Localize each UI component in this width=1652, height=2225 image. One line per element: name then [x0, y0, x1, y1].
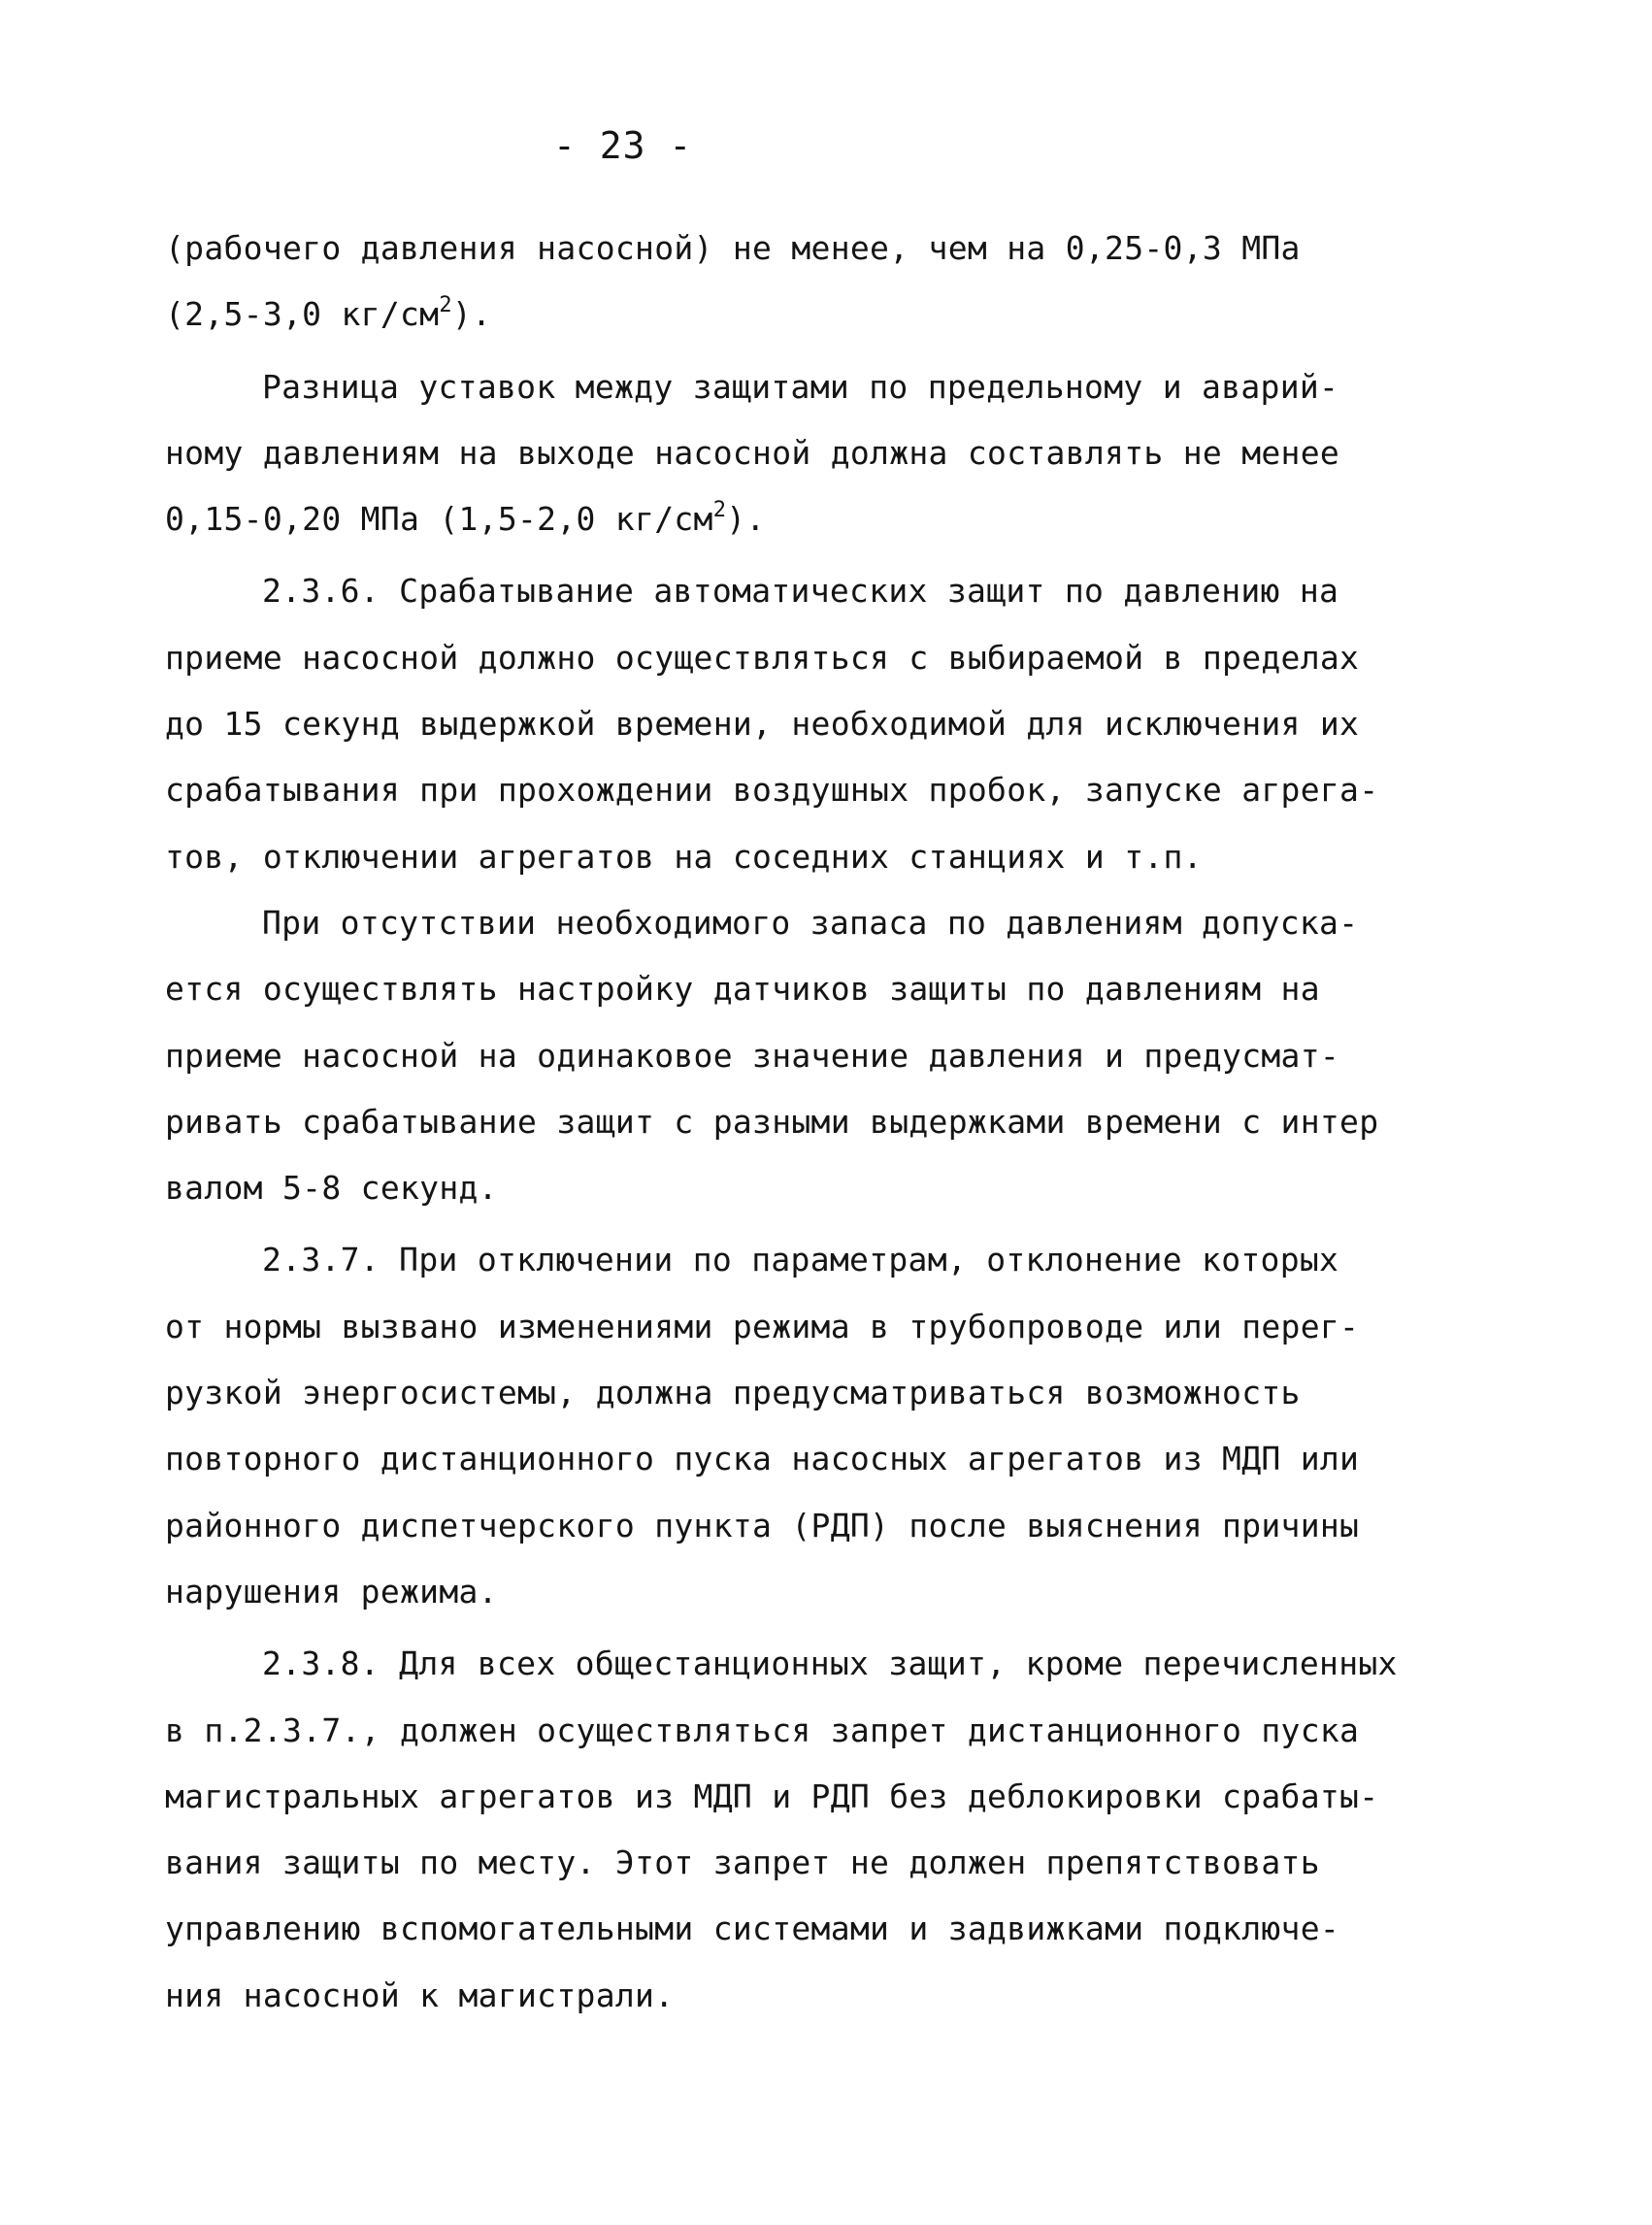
text-line: приеме насосной на одинаковое значение давления и предусмат- — [165, 1036, 1340, 1075]
body-text — [165, 216, 1398, 2029]
text-line: рузкой энергосистемы, должна предусматриваться возможность — [165, 1374, 1301, 1412]
text-line: повторного дистанционного пуска насосных агрегатов из МДП или — [165, 1440, 1360, 1478]
text-line: ному давлениям на выходе насосной должна составлять не менее — [165, 433, 1340, 472]
text-line: районного диспетчерского пункта (РДП) после выяснения причины — [165, 1506, 1360, 1544]
text-line: 2.3.7. При отключении по параметрам, отклонение которых — [262, 1241, 1339, 1279]
text-line: вания защиты по месту. Этот запрет не должен препятствовать — [165, 1843, 1320, 1882]
text-line: 0,15-0,20 МПа (1,5-2,0 $кг/см^2$). — [165, 498, 766, 539]
text-line: Разница уставок между защитами по предельному и аварий- — [262, 367, 1339, 406]
text-line: ния насосной к магистрали. — [165, 1976, 675, 2014]
page-number: - 23 - — [553, 124, 693, 167]
text-line: При отсутствии необходимого запаса по давлениям допуска- — [262, 903, 1359, 942]
text-line: приеме насосной должно осуществляться с выбираемой в пределах — [165, 638, 1360, 677]
text-line: тов, отключении агрегатов на соседних станциях и т.п. — [165, 837, 1203, 876]
text-line: срабатывания при прохождении воздушных пробок, запуске агрега- — [165, 771, 1379, 810]
superscript: 2 — [439, 293, 452, 318]
text-line: ется осуществлять настройку датчиков защиты по давлениям на — [165, 970, 1320, 1009]
text-line: управлению вспомогательными системами и задвижками подключе- — [165, 1910, 1340, 1948]
text-line: 2.3.8. Для всех общестанционных защит, кроме перечисленных — [262, 1644, 1398, 1683]
text-line: 2.3.6. Срабатывание автоматических защит по давлению на — [262, 572, 1339, 611]
text-line: (рабочего давления насосной) не менее, чем на 0,25-0,3 МПа — [165, 229, 1301, 267]
text-line: ривать срабатывание защит с разными выдержками времени с интер — [165, 1102, 1379, 1141]
text-line: валом 5-8 секунд. — [165, 1169, 498, 1208]
text-line: от нормы вызвано изменениями режима в трубопроводе или перег- — [165, 1307, 1360, 1345]
text-line: до 15 секунд выдержкой времени, необходимой для исключения их — [165, 705, 1360, 744]
text-line: магистральных агрегатов из МДП и РДП без деблокировки срабаты- — [165, 1777, 1379, 1815]
text-line: (2,5-3,0 $кг/см^2$). — [165, 293, 492, 334]
superscript: 2 — [712, 498, 727, 523]
text-line: нарушения режима. — [165, 1572, 498, 1611]
text-line: в п.2.3.7., должен осуществляться запрет дистанционного пуска — [165, 1710, 1360, 1749]
